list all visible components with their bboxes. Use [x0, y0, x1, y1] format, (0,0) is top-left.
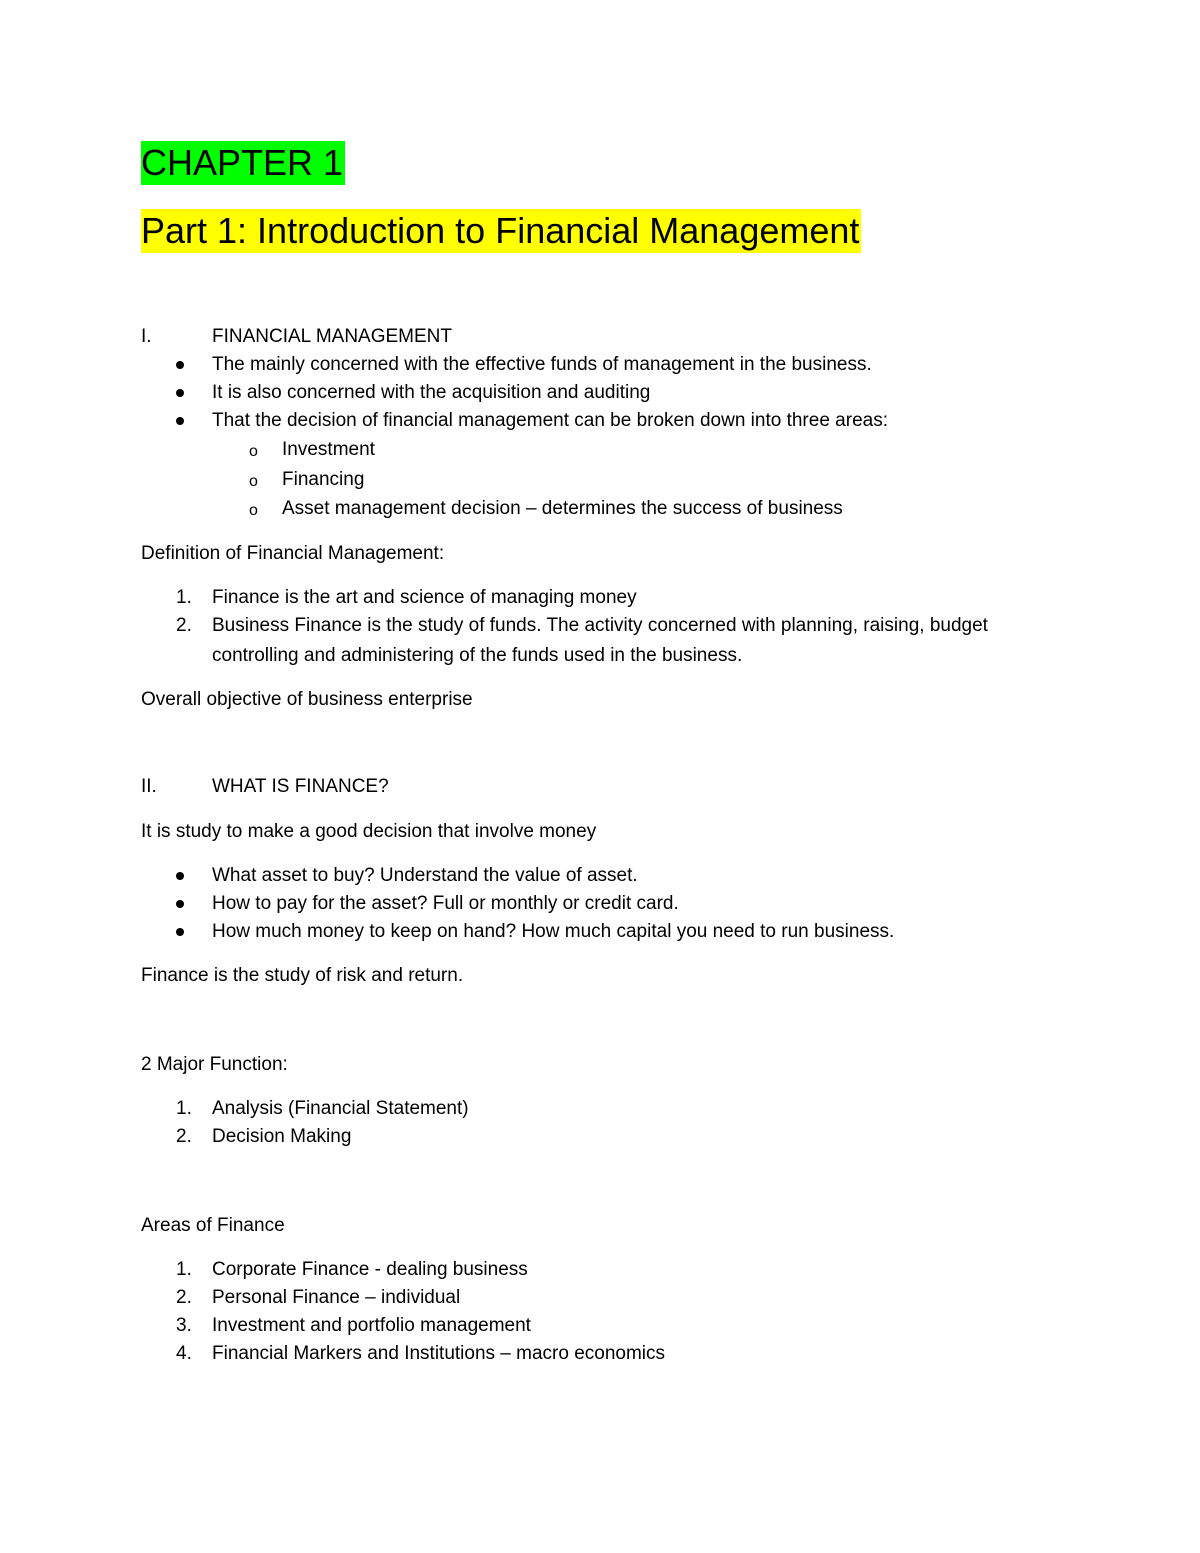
list-item: Corporate Finance - dealing business — [212, 1259, 528, 1280]
paragraph: It is study to make a good decision that involve money — [141, 821, 597, 842]
definition-heading: Definition of Financial Management: — [141, 543, 445, 564]
list-number: 1. — [176, 1259, 192, 1280]
list-item: The mainly concerned with the effective funds of management in the business. — [212, 354, 872, 375]
areas-heading: Areas of Finance — [141, 1215, 285, 1236]
list-item: Analysis (Financial Statement) — [212, 1098, 469, 1119]
list-item: Investment and portfolio management — [212, 1315, 531, 1336]
section-heading: WHAT IS FINANCE? — [212, 776, 389, 797]
list-item: How to pay for the asset? Full or monthly or credit card. — [212, 893, 679, 914]
list-number: 2. — [176, 1126, 192, 1147]
list-number: 1. — [176, 587, 192, 608]
circle-bullet-icon: o — [249, 502, 258, 519]
bullet-icon — [176, 928, 184, 936]
list-item: Decision Making — [212, 1126, 352, 1147]
sub-list-item: Asset management decision – determines the success of business — [282, 498, 843, 519]
paragraph: Overall objective of business enterprise — [141, 689, 473, 710]
section-heading: FINANCIAL MANAGEMENT — [212, 326, 452, 347]
section-numeral: II. — [141, 776, 157, 797]
bullet-icon — [176, 872, 184, 880]
bullet-icon — [176, 389, 184, 397]
list-item: Financial Markers and Institutions – macro economics — [212, 1343, 666, 1364]
section-numeral: I. — [141, 326, 152, 347]
list-item: What asset to buy? Understand the value of asset. — [212, 865, 638, 886]
part-title: Part 1: Introduction to Financial Management — [141, 210, 860, 251]
list-item-continuation: controlling and administering of the funds used in the business. — [212, 645, 743, 666]
sub-list-item: Investment — [282, 439, 375, 460]
list-item: That the decision of financial management can be broken down into three areas: — [212, 410, 888, 431]
list-number: 1. — [176, 1098, 192, 1119]
list-item: Business Finance is the study of funds. The activity concerned with planning, raising, budget — [212, 615, 988, 636]
list-number: 2. — [176, 615, 192, 636]
bullet-icon — [176, 900, 184, 908]
list-number: 3. — [176, 1315, 192, 1336]
circle-bullet-icon: o — [249, 443, 258, 460]
paragraph: Finance is the study of risk and return. — [141, 965, 464, 986]
list-item: Finance is the art and science of managing money — [212, 587, 637, 608]
list-item: It is also concerned with the acquisition and auditing — [212, 382, 651, 403]
list-item: How much money to keep on hand? How much capital you need to run business. — [212, 921, 895, 942]
circle-bullet-icon: o — [249, 473, 258, 490]
sub-list-item: Financing — [282, 469, 365, 490]
major-function-heading: 2 Major Function: — [141, 1054, 288, 1075]
list-number: 2. — [176, 1287, 192, 1308]
list-number: 4. — [176, 1343, 192, 1364]
list-item: Personal Finance – individual — [212, 1287, 461, 1308]
bullet-icon — [176, 417, 184, 425]
bullet-icon — [176, 361, 184, 369]
chapter-title: CHAPTER 1 — [141, 142, 344, 183]
